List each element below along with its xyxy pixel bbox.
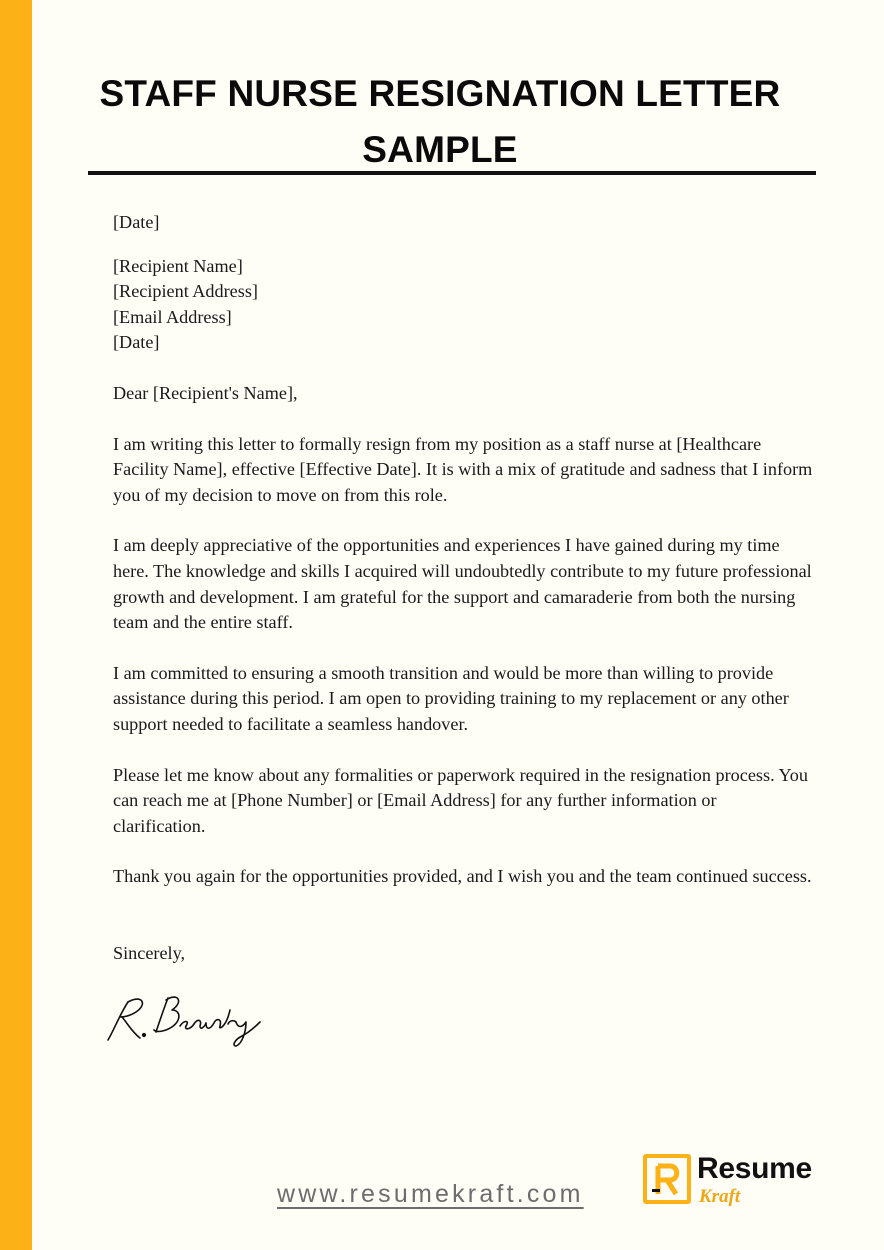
paragraph: I am deeply appreciative of the opportunities and experiences I have gained during my time here. The knowledge and skills I acquired will undoubtedly contribute to my future professional growth and development. I am grateful for the support and camaraderie from both the nursing team and the entire staff. — [113, 535, 812, 633]
handwritten-signature — [100, 990, 270, 1050]
logo-r-icon — [643, 1154, 691, 1204]
salutation: Dear [Recipient's Name], — [113, 382, 298, 403]
logo-wordmark: Resume — [697, 1152, 812, 1185]
recipient-email: [Email Address] — [113, 306, 232, 327]
recipient-name: [Recipient Name] — [113, 255, 243, 276]
paragraph: Thank you again for the opportunities provided, and I wish you and the team continued success. — [113, 866, 812, 887]
title-divider — [88, 171, 816, 175]
recipient-address: [Recipient Address] — [113, 281, 258, 302]
footer-url[interactable]: www.resumekraft.com — [277, 1180, 584, 1208]
closing: Sincerely, — [113, 942, 186, 963]
paragraph: I am committed to ensuring a smooth transition and would be more than willing to provide assistance during this period. I am open to providing training to my replacement or any other support needed to facilitate a seamless handover. — [113, 662, 789, 734]
letter-body — [113, 210, 813, 966]
letter-date: [Date] — [113, 212, 160, 232]
paragraph: Please let me know about any formalities or paperwork required in the resignation process. You can reach me at [Phone Number] or [Email Address] for any further information or clarification. — [113, 764, 808, 836]
accent-side-bar — [0, 0, 32, 1250]
paragraph: I am writing this letter to formally resign from my position as a staff nurse at [Healthcare Facility Name], effective [Effective Date]. It is with a mix of gratitude and sadness that I inform you of my decision to move on from this role. — [113, 433, 813, 505]
recipient-date: [Date] — [113, 332, 160, 353]
page-title: STAFF NURSE RESIGNATION LETTER SAMPLE — [99, 73, 781, 170]
resumekraft-logo — [643, 1154, 843, 1210]
recipient-block — [113, 254, 813, 356]
logo-subtitle: Kraft — [699, 1186, 741, 1207]
